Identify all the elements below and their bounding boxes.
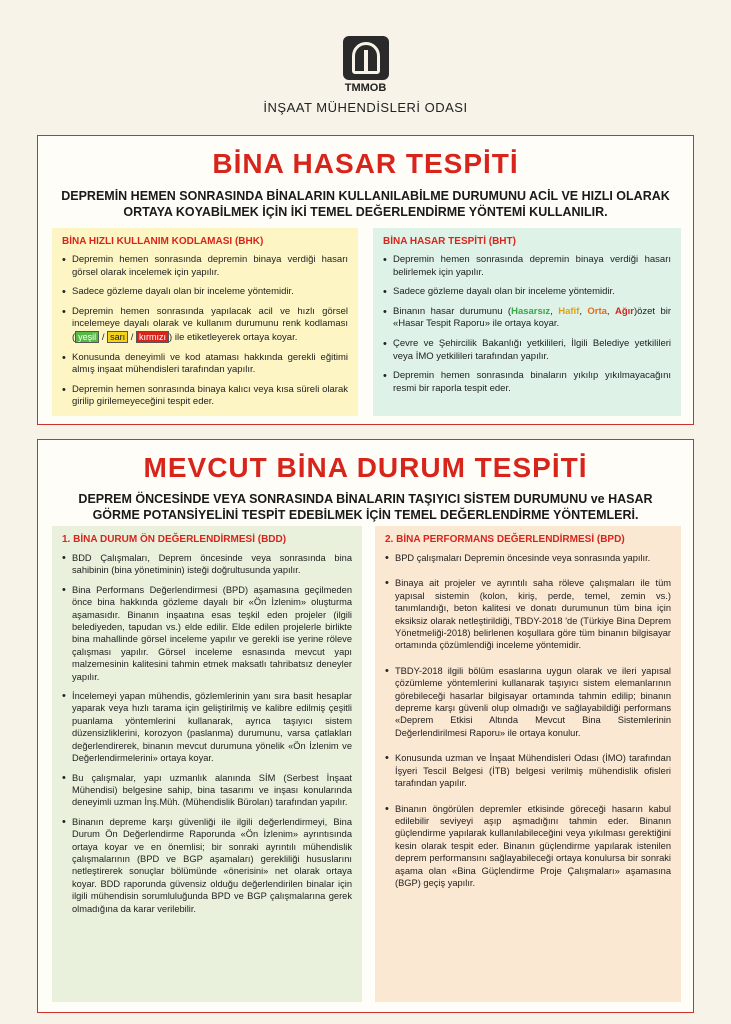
section1-title: BİNA HASAR TESPİTİ	[212, 148, 519, 179]
hafif-label: Hafif	[558, 305, 580, 317]
list-item: • Binanın öngörülen depremler etkisinde göreceği hasarın kabul edilebilir seviyeyi aşıp aşmadığını tahmin eder. Binanın güçlendirme yapılarak kullanılabileceğini veya yıkılması gerektiğini kesin olarak tespit eder. Binanın güçlendirme yapılarak istenilen deprem performansını sağlayabileceği ortaya konulursa bir sonraki aşama olan «Bina Güçlendirme Proje Çalışmaları» aşamasına (BGP) geçiş yapılır.	[395, 803, 671, 890]
list-item: • Bu çalışmalar, yapı uzmanlık alanında SİM (Serbest İnşaat Mühendisi) belgesine sahip, bina tasarımı ve inşası konularında deneyimli uzman İnş.Müh. (Mühendislik Büroları) tarafından yapılır.	[72, 772, 352, 809]
list-item: • İncelemeyi yapan mühendis, gözlemlerinin yanı sıra basit hesaplar yaparak veya hızlı tarama için geliştirilmiş ve kalibre edilmiş çeşitli puanlama yöntemlerini kullanarak, ayrıca taşıyıcı sistem düzensizliklerini, korozyon (paslanma) durumunu, varsa çatlakları değerlendirerek, binanın mevcut durumuna yönelik «Ön İzlenim ve Değerlendirmelerini» ortaya koyar.	[72, 690, 352, 764]
red-tag: kırmızı	[136, 331, 169, 343]
agir-label: Ağır	[614, 305, 634, 317]
bht-box	[373, 228, 681, 416]
list-item: • BDD Çalışmaları, Deprem öncesinde veya sonrasında bina sahibinin (bina yönetiminin) isteği doğrultusunda yapılır.	[72, 552, 352, 577]
list-item: • Bina Performans Değerlendirmesi (BPD) aşamasına geçilmeden önce bina hakkında gözleme dayalı bir «Ön İzlenim» oluşturma aşamasıdır. Binanın inşaatına esas teşkil eden projeler (ilgili belediyeden, tapudan vs.) elde edilir. Elde edilen projelerle birlikte bina mahallinde görsel inceleme yapılır ve gerekli ise yerine röleve çalışması yapılır. Görsel inceleme esnasında mevcut yapı malzemesinin kalitesini tahmin etmek maksatlı tahribatsız deneyler yapılır.	[72, 584, 352, 683]
slash: /	[128, 331, 137, 343]
bpd-box	[375, 526, 681, 1002]
list-item: • Depremin hemen sonrasında depremin binaya verdiği hasarı belirlemek için yapılır.	[393, 254, 671, 279]
bdd-title: 1. BİNA DURUM ÖN DEĞERLENDİRMESİ (BDD)	[62, 534, 287, 545]
bhk-item3-post: ) ile etiketleyerek ortaya koyar.	[169, 331, 298, 343]
mevcut-bina-durum-panel	[37, 439, 694, 1013]
list-item	[393, 306, 671, 331]
list-item: • Konusunda deneyimli ve kod ataması hakkında gerekli eğitimi almış inşaat mühendisleri tarafından yapılır.	[72, 352, 348, 377]
bina-hasar-tespiti-panel	[37, 135, 694, 425]
comma: ,	[550, 305, 559, 317]
bht-item3-post: )özet bir «Hasar Tespit Raporu» ile ortaya koyar.	[393, 305, 672, 330]
section2-subtitle: DEPREM ÖNCESİNDE VEYA SONRASINDA BİNALARIN TAŞIYICI SİSTEM DURUMUNU ve HASAR GÖRME POTANSİYELİNİ TESPİT EDEBİLMEK İÇİN TEMEL DEĞERLENDİRME YÖNTEMLERİ.	[78, 492, 653, 522]
list-item: • BPD çalışmaları Depremin öncesinde veya sonrasında yapılır.	[395, 552, 671, 564]
bhk-title: BİNA HIZLI KULLANIM KODLAMASI (BHK)	[62, 236, 264, 247]
list-item: • Binaya ait projeler ve ayrıntılı saha röleve çalışmaları ile tüm yapısal sistemin (kolon, kiriş, perde, temel, zemin vs.) tanımlandığı, beton kalitesi ve donatı durumunun tüm bina için eksiksiz olarak netleştirildiği, TBDY-2018 'de (Türkiye Bina Deprem Yönetmeliği-2018) belirlenen koşullara göre tüm binanın bilgisayar ortamında çözümlendiği inceleme yöntemidir.	[395, 577, 671, 651]
bpd-list	[385, 552, 671, 889]
section1-subtitle: DEPREMİN HEMEN SONRASINDA BİNALARIN KULLANILABİLME DURUMUNU ACİL VE HIZLI OLARAK ORTAYA KOYABİLMEK İÇİN İKİ TEMEL DEĞERLENDİRME YÖNTEMİ KULLANILIR.	[61, 189, 670, 219]
list-item: • Sadece gözleme dayalı olan bir inceleme yöntemidir.	[72, 286, 348, 299]
list-item: • Binanın depreme karşı güvenliği ile ilgili değerlendirmeyi, Bina Durum Ön Değerlendirme Raporunda «Ön İzlenim» ayrıntısında ortaya koyar ve en önemlisi; bir sonraki ayrıntılı mühendislik çalışmalarının (BPD ve BGP aşamaları) gerekliliği hususlarını netleştirerek sonuçlar bölümünde «önerisini» net olarak ortaya koyar. BDD raporunda güvensiz olduğu değerlendirilen binalar için ilgili mühendisin sorumluluğunda BPD ve BGP çalışmalarına gerek olmadığına da karar verilebilir.	[72, 816, 352, 915]
bhk-list	[62, 254, 348, 409]
header	[0, 0, 731, 125]
list-item: • Çevre ve Şehircilik Bakanlığı yetkilileri, İlgili Belediye yetkilileri veya İMO yetkilileri tarafından yapılır.	[393, 338, 671, 363]
bpd-title: 2. BİNA PERFORMANS DEĞERLENDİRMESİ (BPD)	[385, 534, 625, 545]
list-item	[72, 306, 348, 345]
list-item: • Sadece gözleme dayalı olan bir inceleme yöntemidir.	[393, 286, 671, 299]
bhk-item3-pre: Depremin hemen sonrasında yapılacak acil ve hızlı görsel incelemeye dayalı olarak ve kullanım durumunu renk kodlaması (	[72, 305, 348, 343]
list-item: • Depremin hemen sonrasında binaların yıkılıp yıkılmayacağını resmi bir raporla tespit eder.	[393, 370, 671, 395]
bht-list	[383, 254, 671, 395]
list-item: • Konusunda uzman ve İnşaat Mühendisleri Odası (İMO) tarafından İşyeri Tescil Belgesi (İTB) belgesi verilmiş mühendislik ofisleri tarafından yapılır.	[395, 752, 671, 789]
orta-label: Orta	[587, 305, 607, 317]
bht-item3-pre: Binanın hasar durumunu (	[393, 305, 512, 317]
comma: ,	[579, 305, 588, 317]
tmmob-logo-icon	[343, 36, 389, 80]
list-item: • Depremin hemen sonrasında depremin binaya verdiği hasarı görsel olarak incelemek için yapılır.	[72, 254, 348, 279]
section2-title: MEVCUT BİNA DURUM TESPİTİ	[143, 452, 588, 483]
slash: /	[99, 331, 108, 343]
bht-title: BİNA HASAR TESPİTİ (BHT)	[383, 236, 516, 247]
green-tag: yeşil	[75, 331, 99, 343]
logo-bar	[364, 50, 368, 74]
hasarsiz-label: Hasarsız	[511, 305, 551, 317]
yellow-tag: sarı	[107, 331, 128, 343]
bdd-list	[62, 552, 352, 915]
comma: ,	[606, 305, 615, 317]
bdd-box	[52, 526, 362, 1002]
org-short-name: TMMOB	[344, 82, 387, 94]
bhk-box	[52, 228, 358, 416]
org-long-name: İNŞAAT MÜHENDİSLERİ ODASI	[263, 100, 468, 115]
list-item: • TBDY-2018 ilgili bölüm esaslarına uygun olarak ve ileri yapısal çözümleme yöntemlerini kullanarak taşıyıcı sistem elemanlarının görebileceği hasarlar bilgisayar ortamında tahmin edilip; binanın depreme karşı güvenli olup olmadığı ve sağlayabildiği performans «Deprem Etkisi Altında Mevcut Bina Sistemlerinin Değerlendirilmesi Raporu» ile ortaya konulur.	[395, 665, 671, 739]
list-item: • Depremin hemen sonrasında binaya kalıcı veya kısa süreli olarak girilip girilemeyeceğini tespit eder.	[72, 384, 348, 409]
